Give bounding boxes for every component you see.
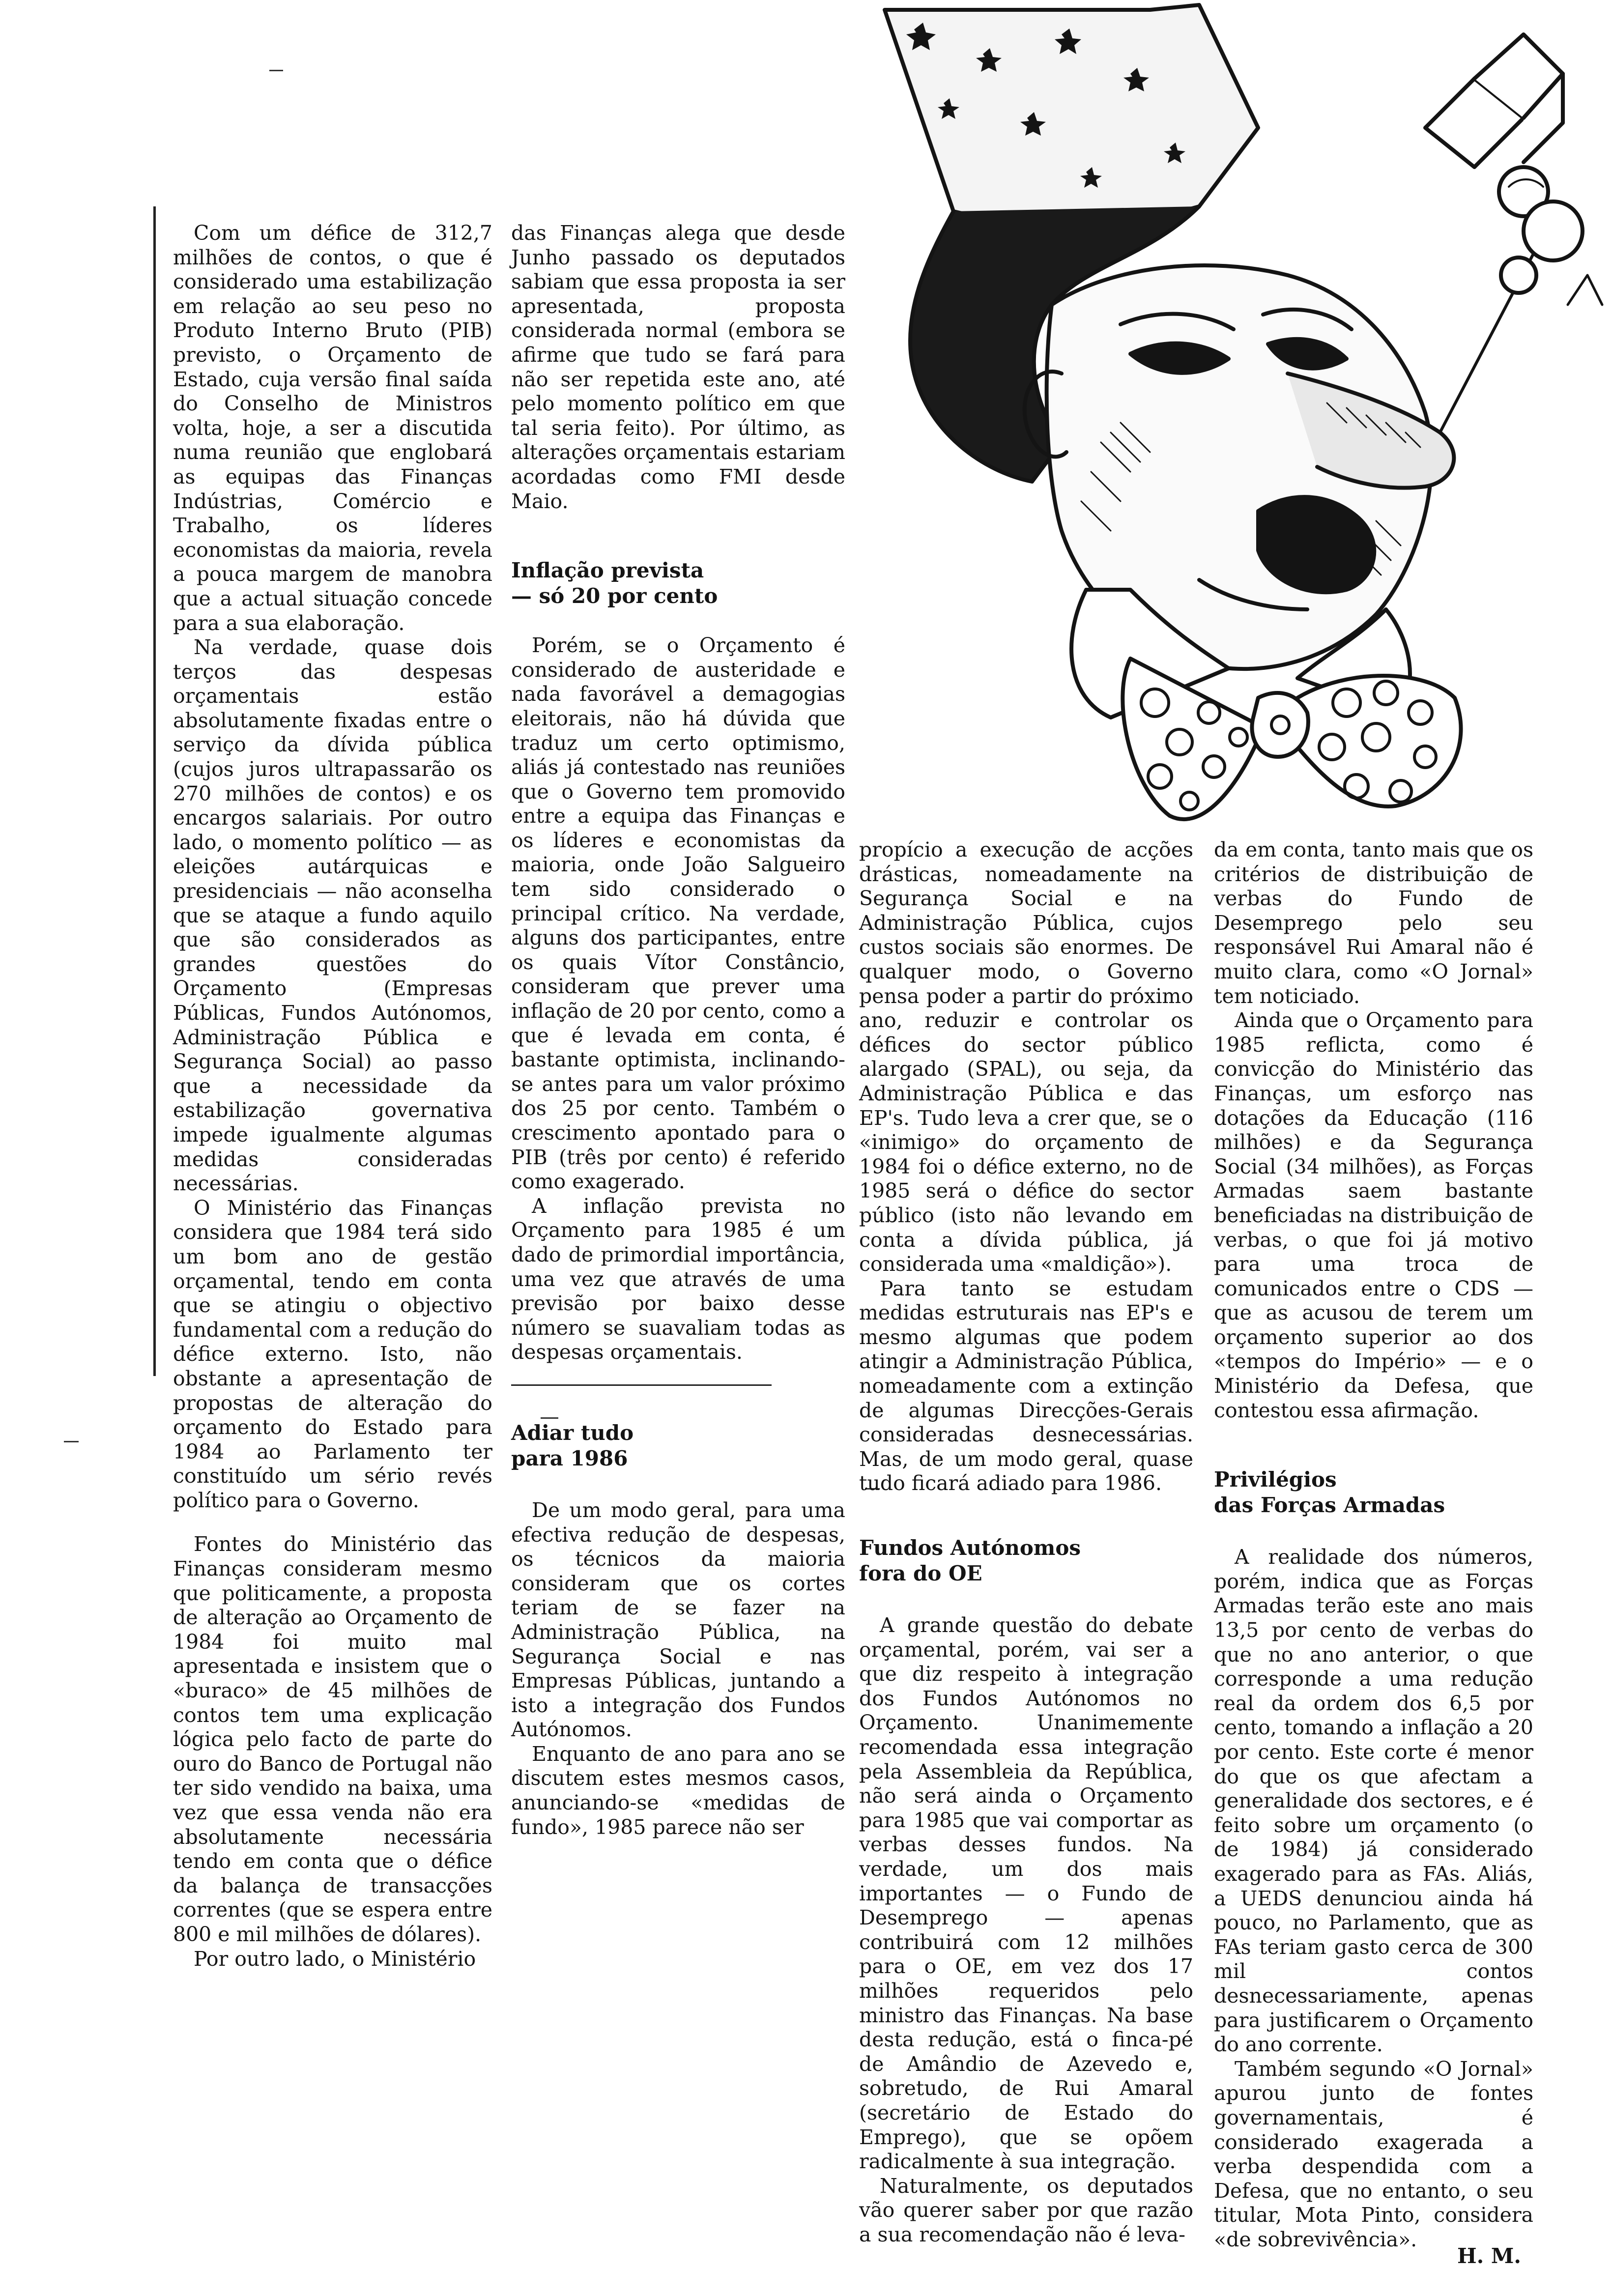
paragraph: A grande questão do debate orçamental, porém, vai ser a que diz respeito à integração dos Fundos Autónomos no Orçamento. Unanimemente recomendada essa integração pela Assembleia da República, não será ainda o Orçamento para 1985 que vai comportar as verbas desses fundos. Na verdade, um dos mais importantes — o Fundo de Desemprego — apenas contribuirá com 12 milhões para o OE, em vez dos 17 milhões requeridos pelo ministro das Finanças. Na base desta redução, está o finca-pé de Amândio de Azevedo e, sobretudo, de Rui Amaral (secretário de Estado do Emprego), que se opõem radicalmente à sua integração. xyxy=(859,1613,1193,2174)
heading-line: Inflação prevista xyxy=(511,558,704,583)
paragraph: da em conta, tanto mais que os critérios de distribuição de verbas do Fundo de Desemprego pelo seu responsável Rui Amaral não é muito clara, como «O Jornal» tem noticiado. xyxy=(1214,838,1533,1008)
section-heading-adiar xyxy=(511,1420,845,1471)
paragraph: Ainda que o Orçamento para 1985 reflicta, como é convicção do Ministério das Finanças, um esforço nas dotações da Educação (116 milhões) e da Segurança Social (34 milhões), as Forças Armadas saem bastante beneficiadas na distribuição de verbas, o que foi já motivo para uma troca de comunicados entre o CDS — que as acusou de terem um orçamento superior ao dos «tempos do Império» — e o Ministério da Defesa, que contestou essa afirmação. xyxy=(1214,1008,1533,1422)
section-heading-privilegios xyxy=(1214,1467,1533,1518)
paragraph: Por outro lado, o Ministério xyxy=(194,1947,476,1971)
paragraph: Enquanto de ano para ano se discutem estes mesmos casos, anunciando-se «medidas de fundo», 1985 parece não ser xyxy=(511,1742,845,1839)
paragraph: Naturalmente, os deputados vão querer saber por que razão a sua recomendação não é leva- xyxy=(859,2174,1193,2246)
heading-line: das Forças Armadas xyxy=(1214,1493,1445,1518)
article-column-1 xyxy=(173,221,492,1971)
paragraph: O Ministério das Finanças considera que 1984 terá sido um bom ano de gestão orçamental, tendo em conta que se atingiu o objectivo fundamental com a redução do défice externo. Isto, não obstante a apresentação de propostas de alteração do orçamento do Estado para 1984 ao Parlamento ter constituído um sério revés político para o Governo. xyxy=(173,1196,492,1512)
heading-line: Privilégios xyxy=(1214,1467,1337,1492)
heading-line: Adiar tudo xyxy=(511,1420,634,1445)
paragraph: Com um défice de 312,7 milhões de contos, o que é considerado uma estabilização em relação ao seu peso no Produto Interno Bruto (PIB) previsto, o Orçamento de Estado, cuja versão final saída do Conselho de Ministros volta, hoje, a ser a discutida numa reunião que englobará as equipas das Finanças Indústrias, Comércio e Trabalho, os líderes economistas da maioria, revela a pouca margem de manobra que a actual situação concede para a sua elaboração. xyxy=(173,221,492,635)
author-signature: H. M. xyxy=(1457,2244,1522,2268)
paragraph: A inflação prevista no Orçamento para 1985 é um dado de primordial importância, uma vez que através de uma previsão por baixo desse número se suavaliam todas as despesas orçamentais. xyxy=(511,1194,845,1364)
paragraph: das Finanças alega que desde Junho passado os deputados sabiam que essa proposta ia ser apresentada, proposta considerada normal (embora se afirme que tudo se fará para não ser repetida este ano, até pelo momento político em que tal seria feito). Por último, as alterações orçamentais estariam acordadas como FMI desde Maio. xyxy=(511,221,845,513)
article-column-3 xyxy=(859,838,1193,2247)
article-column-2 xyxy=(511,221,845,1839)
heading-line: Fundos Autónomos xyxy=(859,1536,1081,1560)
paragraph: De um modo geral, para uma efectiva redução de despesas, os técnicos da maioria consideram que os cortes teriam de se fazer na Administração Pública, na Segurança Social e nas Empresas Públicas, juntando a isto a integração dos Fundos Autónomos. xyxy=(511,1498,845,1742)
paragraph: A realidade dos números, porém, indica que as Forças Armadas terão este ano mais 13,5 por cento de verbas do que no ano anterior, o que corresponde a uma redução real da ordem dos 6,5 por cento, tomando a inflação a 20 por cento. Este corte é menor do que os que afectam a generalidade dos sectores, e é feito sobre um orçamento (o de 1984) já considerado exagerado para as FAs. Aliás, a UEDS denunciou ainda há pouco, no Parlamento, que as FAs teriam gasto cerca de 300 mil contos desnecessariamente, apenas para justificarem o Orçamento do ano corrente. xyxy=(1214,1545,1533,2057)
margin-dash xyxy=(64,1441,79,1442)
caricature-clown-icon xyxy=(855,0,1612,835)
article-column-4 xyxy=(1214,838,1533,2252)
heading-line: — só 20 por cento xyxy=(511,584,718,608)
paragraph: Para tanto se estudam medidas estruturais nas EP's e mesmo algumas que podem atingir a Administração Pública, nomeadamente com a extinção de algumas Direcções-Gerais consideradas desnecessárias. Mas, de um modo geral, quase tudo ficará adiado para 1986. xyxy=(859,1276,1193,1495)
section-heading-fundos xyxy=(859,1535,1193,1586)
heading-line: fora do OE xyxy=(859,1561,982,1586)
paragraph: Na verdade, quase dois terços das despesas orçamentais estão absolutamente fixadas entre o serviço da dívida pública (cujos juros ultrapassarão os 270 milhões de contos) e os encargos salariais. Por outro lado, o momento político — as eleições autárquicas e presidenciais — não aconselha que se ataque a fundo aquilo que são considerados as grandes questões do Orçamento (Empresas Públicas, Fundos Autónomos, Administração Pública e Segurança Social) ao passo que a necessidade da estabilização governativa impede igualmente algumas medidas consideradas necessárias. xyxy=(173,635,492,1196)
heading-line: para 1986 xyxy=(511,1446,628,1470)
paragraph: Fontes do Ministério das Finanças consideram mesmo que politicamente, a proposta de alteração ao Orçamento de 1984 foi muito mal apresentada e insistem que o «buraco» de 45 milhões de contos tem uma explicação lógica pelo facto de parte do ouro do Banco de Portugal não ter sido vendido na baixa, uma vez que essa venda não era absolutamente necessária tendo em conta que o défice da balança de transacções correntes (que se espera entre 800 e mil milhões de dólares). xyxy=(173,1532,492,1946)
paragraph: Também segundo «O Jornal» apurou junto de fontes governamentais, é considerado exagerada a verba despendida com a Defesa, que no entanto, o seu titular, Mota Pinto, considera «de sobrevivência». xyxy=(1214,2057,1533,2251)
paragraph: Porém, se o Orçamento é considerado de austeridade e nada favorável a demagogias eleitorais, não há dúvida que traduz um certo optimismo, aliás já contestado nas reuniões que o Governo tem promovido entre a equipa das Finanças e os líderes e economistas da maioria, onde João Salgueiro tem sido considerado o principal crítico. Na verdade, alguns dos participantes, entre os quais Vítor Constâncio, consideram que prever uma inflação de 20 por cento, como a que é levada em conta, é bastante optimista, inclinando-se antes para um valor próximo dos 25 por cento. Também o crescimento apontado para o PIB (três por cento) é referido como exagerado. xyxy=(511,633,845,1194)
section-heading-inflacao xyxy=(511,558,845,609)
margin-dash xyxy=(269,70,283,71)
paragraph: propício a execução de acções drásticas, nomeadamente na Segurança Social e na Administração Pública, cujos custos sociais são enormes. De qualquer modo, o Governo pensa poder a partir do próximo ano, reduzir e controlar os défices do sector público alargado (SPAL), ou seja, da Administração Pública e das EP's. Tudo leva a crer que, se o «inimigo» do orçamento de 1984 foi o défice externo, no de 1985 será o défice do sector público (isto não levando em conta a dívida pública, já considerada uma «maldição»). xyxy=(859,838,1193,1276)
column-margin-rule xyxy=(153,206,156,1376)
